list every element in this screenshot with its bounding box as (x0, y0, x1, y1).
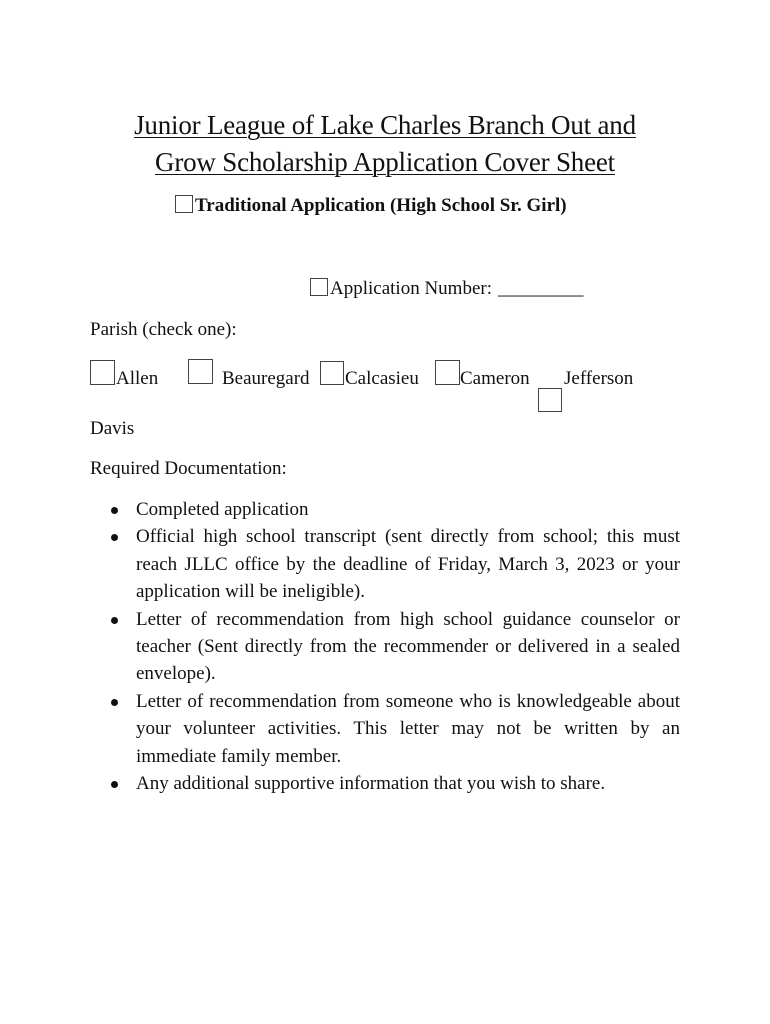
parish-label-beauregard: Beauregard (222, 368, 310, 389)
parish-checkbox-calcasieu[interactable] (320, 361, 344, 385)
traditional-application-checkbox[interactable] (175, 195, 193, 213)
traditional-application-label: Traditional Application (High School Sr. Girl) (195, 195, 567, 216)
parish-checkbox-cameron[interactable] (435, 360, 460, 385)
parish-prompt: Parish (check one): (90, 319, 237, 340)
parish-label-calcasieu: Calcasieu (345, 368, 419, 389)
page-title-line-1: Junior League of Lake Charles Branch Out and (134, 110, 636, 140)
parish-label-allen: Allen (116, 368, 159, 389)
documentation-item: Letter of recommendation from someone who is knowledgeable about your volunteer activities. This letter may not be written by an immediate family member. (90, 688, 680, 770)
application-number-blank[interactable]: _________ (498, 278, 584, 299)
parish-label-davis: Davis (90, 418, 135, 439)
application-number-label: Application Number: (330, 278, 492, 299)
documentation-item: Official high school transcript (sent directly from school; this must reach JLLC office by the deadline of Friday, March 3, 2023 or your application will be ineligible). (90, 523, 680, 605)
parish-checkbox-allen[interactable] (90, 360, 115, 385)
parish-checkbox-beauregard[interactable] (188, 359, 213, 384)
documentation-list (90, 496, 680, 797)
documentation-heading: Required Documentation: (90, 458, 287, 479)
bullet-icon (111, 781, 118, 788)
parish-label-jefferson: Jefferson (564, 368, 634, 389)
traditional-application-option[interactable] (175, 195, 567, 217)
bullet-icon (111, 507, 118, 514)
bullet-icon (111, 699, 118, 706)
parish-checkbox-jefferson-davis[interactable] (538, 388, 562, 412)
bullet-icon (111, 534, 118, 541)
page-title-line-2: Grow Scholarship Application Cover Sheet (155, 147, 615, 177)
application-number-checkbox[interactable] (310, 278, 328, 296)
documentation-item: Any additional supportive information that you wish to share. (90, 770, 680, 797)
bullet-icon (111, 617, 118, 624)
documentation-item: Letter of recommendation from high school guidance counselor or teacher (Sent directly from the recommender or delivered in a sealed envelope). (90, 606, 680, 688)
application-number-row (310, 278, 584, 300)
parish-label-cameron: Cameron (460, 368, 530, 389)
documentation-item: Completed application (90, 496, 680, 523)
